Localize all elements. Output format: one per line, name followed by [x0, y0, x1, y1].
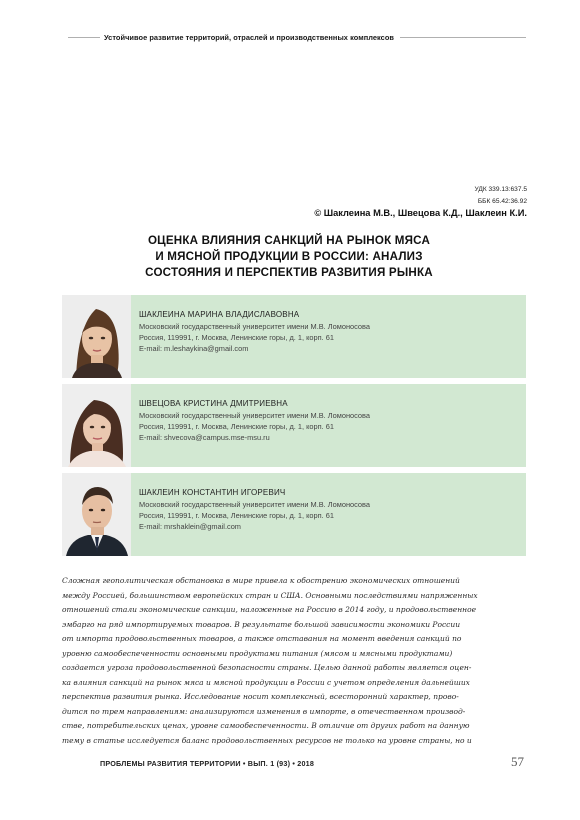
footer-journal-title: ПРОБЛЕМЫ РАЗВИТИЯ ТЕРРИТОРИИ • ВЫП. 1 (93) • 2018: [100, 759, 315, 768]
abstract: [62, 574, 526, 748]
title-line: И МЯСНОЙ ПРОДУКЦИИ В РОССИИ: АНАЛИЗ: [155, 250, 423, 263]
author-card: [62, 473, 526, 556]
page-number: 57: [511, 754, 524, 769]
author-info: [131, 473, 526, 556]
author-info: [131, 384, 526, 467]
abstract-line: стве, потребительских ценах, уровне самообеспеченности. В отличие от других работ на данную: [62, 721, 470, 730]
bbk-code: ББК 65.42:36.92: [477, 198, 527, 205]
abstract-line: Сложная геополитическая обстановка в мире привела к обострению экономических отношений: [62, 576, 460, 585]
abstract-line: отношений стали экономические санкции, наложенные на Россию в 2014 году, и продовольственное: [62, 605, 477, 614]
author-name: ШВЕЦОВА КРИСТИНА ДМИТРИЕВНА: [139, 399, 288, 408]
abstract-line: дится по трем направлениям: анализируются изменения в импорте, в отечественном производ-: [62, 706, 466, 716]
author-photo: [62, 384, 131, 467]
author-email: E-mail: mrshaklein@gmail.com: [139, 522, 241, 531]
abstract-line: перспектив развития рынка. Исследование носит комплексный, всесторонний характер, прово-: [62, 692, 459, 701]
author-name: ШАКЛЕИНА МАРИНА ВЛАДИСЛАВОВНА: [139, 310, 300, 319]
author-name: ШАКЛЕИН КОНСТАНТИН ИГОРЕВИЧ: [139, 488, 286, 497]
author-card: [62, 384, 526, 467]
title-line: ОЦЕНКА ВЛИЯНИЯ САНКЦИЙ НА РЫНОК МЯСА: [147, 234, 431, 247]
author-address: Россия, 119991, г. Москва, Ленинские горы, д. 1, корп. 61: [139, 422, 334, 431]
author-affiliation: Московский государственный университет имени М.В. Ломоносова: [139, 322, 370, 331]
abstract-line: между Россией, большинством европейских стран и США. Основными последствиями напряженных: [62, 590, 478, 600]
author-affiliation: Московский государственный университет имени М.В. Ломоносова: [139, 500, 370, 509]
author-address: Россия, 119991, г. Москва, Ленинские горы, д. 1, корп. 61: [139, 511, 334, 520]
abstract-line: от импорта продовольственных товаров, а также отставания на момент введения санкций по: [62, 634, 462, 643]
author-photo: [62, 473, 131, 556]
running-header: Устойчивое развитие территорий, отраслей и производственных комплексов: [100, 33, 400, 42]
udk-code: УДК 339.13:637.5: [474, 186, 527, 193]
authors-copyright-line: © Шаклеина М.В., Швецова К.Д., Шаклеин К.И.: [314, 208, 527, 218]
author-affiliation: Московский государственный университет имени М.В. Ломоносова: [139, 411, 370, 420]
abstract-line: уровню самообеспеченности основными продуктами питания (мясом и мясными продуктами): [62, 648, 453, 658]
author-info: [131, 295, 526, 378]
author-email: E-mail: m.leshaykina@gmail.com: [139, 344, 249, 353]
abstract-line: тему в статье исследуется баланс продовольственных ресурсов не только на уровне страны, но и: [62, 735, 472, 745]
author-address: Россия, 119991, г. Москва, Ленинские горы, д. 1, корп. 61: [139, 333, 334, 342]
author-photo: [62, 295, 131, 378]
author-card: [62, 295, 526, 378]
abstract-line: эмбарго на ряд импортируемых товаров. В результате большой зависимости экономики России: [62, 619, 461, 629]
abstract-line: ка влияния санкций на рынок мяса и мясной продукции в России с учетом определения дальнейших: [62, 677, 470, 687]
title-line: СОСТОЯНИЯ И ПЕРСПЕКТИВ РАЗВИТИЯ РЫНКА: [145, 266, 433, 279]
abstract-line: создается угроза продовольственной безопасности страны. Целью данной работы является оцен-: [62, 663, 472, 672]
author-email: E-mail: shvecova@campus.mse-msu.ru: [139, 433, 270, 442]
